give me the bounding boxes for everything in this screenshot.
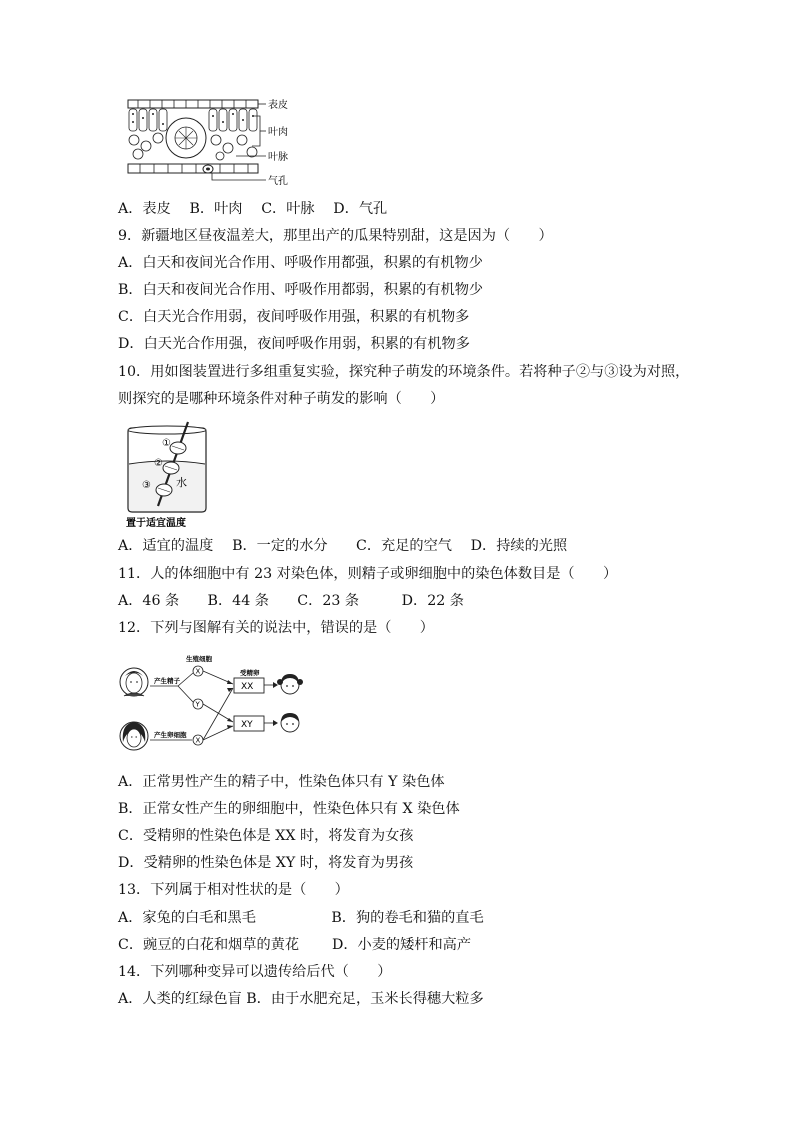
q12-option-d: D．受精卵的性染色体是 XY 时，将发育为男孩 xyxy=(118,855,414,871)
q13-stem: 13．下列属于相对性状的是（ ） xyxy=(118,882,349,898)
produce-egg-label: 产生卵细胞 xyxy=(154,731,187,739)
beaker-caption: 置于适宜温度 xyxy=(126,518,186,529)
seed-label-2: ② xyxy=(154,458,163,469)
gamete-x-sperm: X xyxy=(195,667,201,676)
sex-determination-figure xyxy=(118,652,308,758)
q10-options: A．适宜的温度 B．一定的水分 C．充足的空气 D．持续的光照 xyxy=(118,538,568,554)
q9-stem: 9．新疆地区昼夜温差大，那里出产的瓜果特别甜，这是因为（ ） xyxy=(118,228,553,244)
gamete-y-sperm: Y xyxy=(195,700,200,709)
leaf-cross-section-figure xyxy=(124,94,304,190)
male-portrait-icon xyxy=(120,668,148,696)
q13-options-row1: A．家兔的白毛和黑毛 B．狗的卷毛和猫的直毛 xyxy=(118,910,484,926)
q11-stem: 11．人的体细胞中有 23 对染色体，则精子或卵细胞中的染色体数目是（ ） xyxy=(118,566,618,582)
leaf-label-stoma: 气孔 xyxy=(268,176,288,187)
zygote-header: 受精卵 xyxy=(240,669,260,677)
seed-label-3: ③ xyxy=(142,480,151,491)
boy-icon xyxy=(281,713,299,732)
q13-options-row2: C．豌豆的白花和烟草的黄花 D．小麦的矮杆和高产 xyxy=(118,937,472,953)
q12-option-b: B．正常女性产生的卵细胞中，性染色体只有 X 染色体 xyxy=(118,801,460,817)
q10-stem-line2: 则探究的是哪种环境条件对种子萌发的影响（ ） xyxy=(118,391,445,407)
leaf-label-epidermis: 表皮 xyxy=(268,100,288,111)
zygote-xx: XX xyxy=(241,682,254,692)
gamete-x-egg: X xyxy=(195,736,201,745)
gamete-header: 生殖细胞 xyxy=(186,655,212,663)
q12-stem: 12．下列与图解有关的说法中，错误的是（ ） xyxy=(118,620,434,636)
q10-stem-line1: 10．用如图装置进行多组重复实验，探究种子萌发的环境条件。若将种子②与③设为对照， xyxy=(118,364,690,380)
q12-option-a: A．正常男性产生的精子中，性染色体只有 Y 染色体 xyxy=(118,774,445,790)
female-portrait-icon xyxy=(120,722,148,750)
leaf-label-mesophyll: 叶肉 xyxy=(268,127,288,138)
q9-option-a: A．白天和夜间光合作用、呼吸作用都强，积累的有机物少 xyxy=(118,255,483,271)
produce-sperm-label: 产生精子 xyxy=(154,677,180,685)
q9-option-c: C．白天光合作用弱，夜间呼吸作用强，积累的有机物多 xyxy=(118,309,470,325)
q11-options: A．46 条 B．44 条 C．23 条 D．22 条 xyxy=(118,593,464,609)
q14-stem: 14．下列哪种变异可以遗传给后代（ ） xyxy=(118,964,392,980)
zygote-xy: XY xyxy=(241,720,253,730)
seed-label-1: ① xyxy=(162,438,171,449)
q12-option-c: C．受精卵的性染色体是 XX 时，将发育为女孩 xyxy=(118,828,414,844)
seed-beaker-figure xyxy=(120,418,220,530)
q8-options: A．表皮 B．叶肉 C．叶脉 D．气孔 xyxy=(118,201,388,217)
leaf-label-vein: 叶脉 xyxy=(268,152,288,163)
q9-option-b: B．白天和夜间光合作用、呼吸作用都弱，积累的有机物少 xyxy=(118,282,484,298)
q9-option-d: D．白天光合作用强，夜间呼吸作用弱，积累的有机物多 xyxy=(118,336,470,352)
water-label: 水 xyxy=(176,476,187,489)
girl-icon xyxy=(277,674,303,694)
q14-options: A．人类的红绿色盲 B．由于水肥充足，玉米长得穗大粒多 xyxy=(118,991,484,1007)
